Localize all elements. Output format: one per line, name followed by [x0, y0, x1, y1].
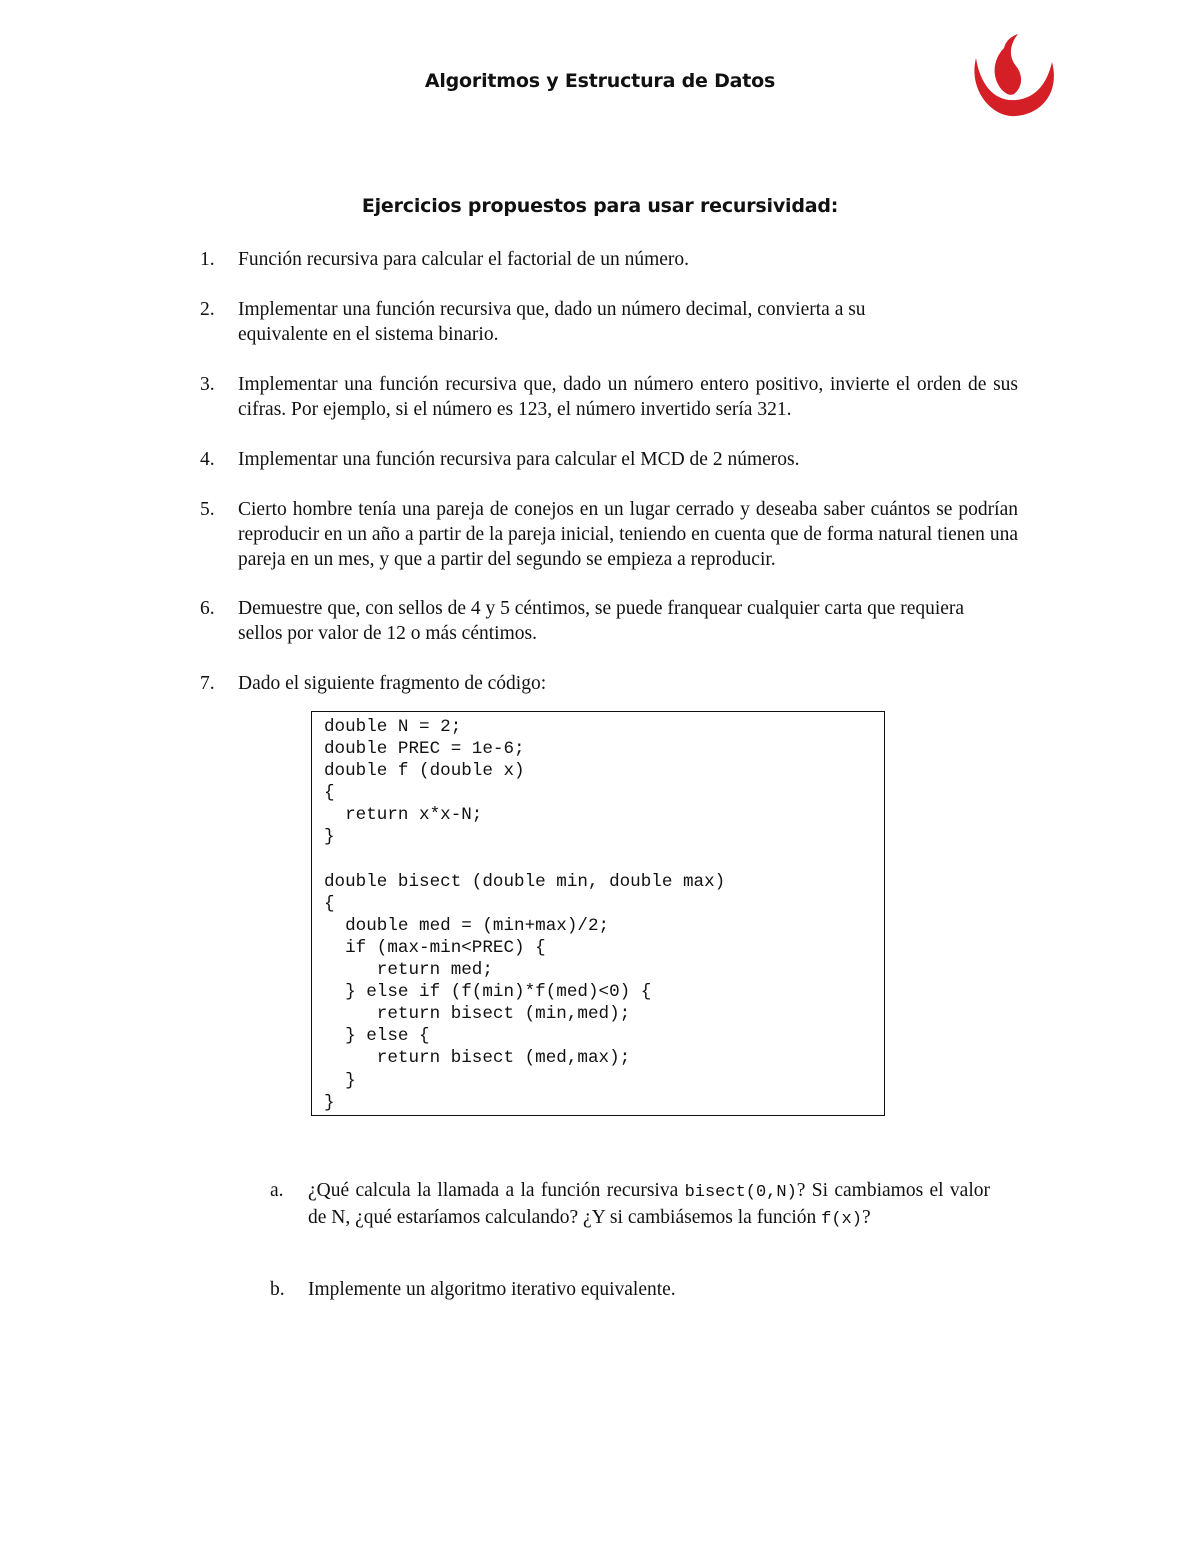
exercise-number: 2.	[200, 299, 215, 320]
exercise-item	[200, 247, 1040, 272]
exercise-text: Demuestre que, con sellos de 4 y 5 céntimos, se puede franquear cualquier carta que requiera sellos por valor de 12 o más céntimos.	[238, 598, 965, 644]
exercise-item	[200, 497, 1040, 572]
exercise-number: 4.	[200, 449, 215, 470]
exercise-number: 1.	[200, 249, 215, 270]
subquestion-text: Implemente un algoritmo iterativo equivalente.	[308, 1279, 676, 1300]
document-header-title: Algoritmos y Estructura de Datos	[424, 70, 776, 92]
subquestion-a	[270, 1178, 990, 1232]
exercise-number: 5.	[200, 499, 215, 520]
exercise-text: Implementar una función recursiva que, dado un número entero positivo, invierte el orden de sus cifras. Por ejemplo, si el número es 123, el número invertido sería 321.	[238, 374, 1018, 420]
exercise-number: 6.	[200, 598, 215, 619]
exercise-item	[200, 596, 1040, 646]
exercise-text: Dado el siguiente fragmento de código:	[238, 673, 547, 694]
code-block	[311, 711, 885, 1116]
university-flame-logo-icon	[966, 32, 1062, 120]
inline-code: bisect(0,N)	[684, 1183, 797, 1202]
exercise-number: 7.	[200, 673, 215, 694]
subquestion-b	[270, 1277, 990, 1302]
exercise-text: Función recursiva para calcular el factorial de un número.	[238, 249, 690, 270]
exercise-item	[200, 297, 1040, 347]
exercise-text: Implementar una función recursiva para calcular el MCD de 2 números.	[238, 449, 800, 470]
exercise-item	[200, 671, 1040, 696]
subquestion-letter: b.	[270, 1279, 285, 1300]
inline-code: f(x)	[821, 1210, 862, 1229]
subquestion-letter: a.	[270, 1180, 284, 1201]
exercise-text: Implementar una función recursiva que, dado un número decimal, convierta a su equivalente en el sistema binario.	[238, 299, 866, 345]
exercise-item	[200, 447, 1040, 472]
exercise-item	[200, 372, 1040, 422]
subquestion-text: ¿Qué calcula la llamada a la función recursiva bisect(0,N)? Si cambiamos el valor de N, ¿qué estaríamos calculando? ¿Y si cambiásemos la función f(x)?	[308, 1180, 990, 1229]
code-listing: double N = 2; double PREC = 1e-6; double f (double x) { return x*x-N; } double bisect (double min, double max) { double med = (min+max)/2; if (max-min<PREC) { return med; } else if (f(min)*f(med)<0) { return bisect (min,med); } else { return bisect (med,max); } }	[324, 717, 726, 1113]
exercise-number: 3.	[200, 374, 215, 395]
exercise-text: Cierto hombre tenía una pareja de conejos en un lugar cerrado y deseaba saber cuántos se podrían reproducir en un año a partir de la pareja inicial, teniendo en cuenta que de forma natural tienen una pareja en un mes, y que a partir del segundo se empieza a reproducir.	[238, 499, 1018, 570]
section-title: Ejercicios propuestos para usar recursividad:	[361, 195, 839, 217]
